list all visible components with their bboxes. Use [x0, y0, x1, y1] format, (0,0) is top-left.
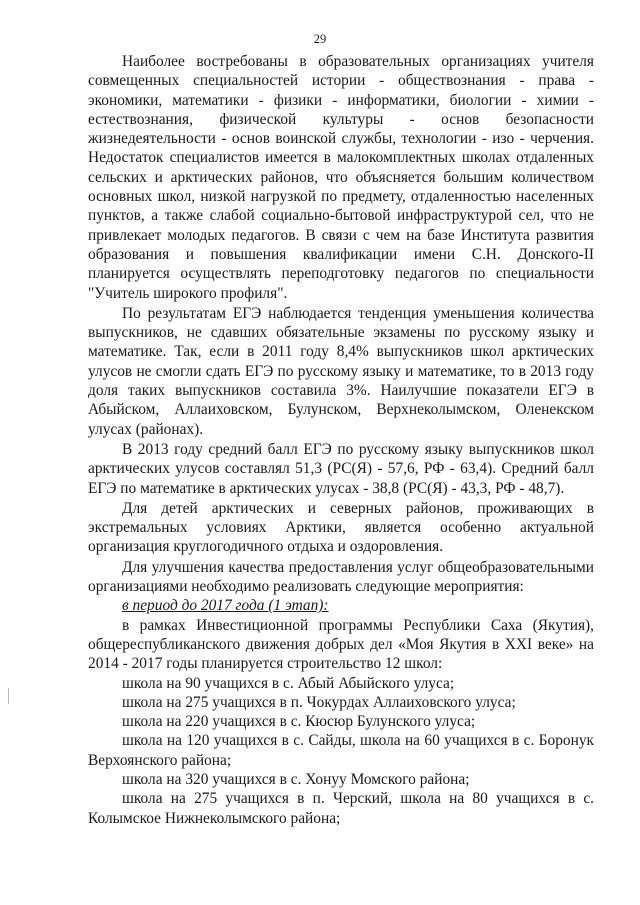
document-body — [88, 52, 594, 828]
list-item-school-chersky-kolymskoe: школа на 275 учащихся в п. Черский, школа на 80 учащихся в с. Колымское Нижнеколымского района; — [88, 790, 594, 827]
paragraph-ege-average: В 2013 году средний балл ЕГЭ по русскому языку выпускников школ арктических улусов составлял 51,3 (РС(Я) - 57,6, РФ - 63,4). Средний балл ЕГЭ по математике в арктических улусах - 38,8 (РС(Я) - 43,3, РФ - 48,7). — [88, 440, 594, 497]
paragraph-arctic-children: Для детей арктических и северных районов, проживающих в экстремальных условиях Арктики, является особенно актуальной организация круглогодичного отдыха и оздоровления. — [88, 499, 594, 556]
paragraph-teacher-shortage: Наиболее востребованы в образовательных организациях учителя совмещенных специальностей истории - обществознания - права - экономики, математики - физики - информатики, биологии - химии - естествознания, физической культуры - основ безопасности жизнедеятельности - основ воинской службы, технологии - изо - черчения. Недостаток специалистов имеется в малокомплектных школах отдаленных сельских и арктических районов, что объясняется большим количеством основных школ, низкой нагрузкой по предмету, отдаленностью населенных пунктов, а также слабой социально-бытовой инфраструктурой сел, что не привлекает молодых педагогов. В связи с чем на базе Института развития образования и повышения квалификации имени С.Н. Донского-II планируется осуществлять переподготовку педагогов по специальности "Учитель широкого профиля". — [88, 53, 594, 302]
list-item-school-abyy: школа на 90 учащихся в с. Абый Абыйского улуса; — [122, 674, 455, 692]
paragraph-investment-program: в рамках Инвестиционной программы Республики Саха (Якутия), общереспубликанского движения добрых дел «Моя Якутия в XXI веке» на 2014 - 2017 годы планируется строительство 12 школ: — [88, 616, 594, 673]
list-item-school-kyusyur: школа на 220 учащихся в с. Кюсюр Булунского улуса; — [122, 713, 476, 731]
list-item-school-khonuu: школа на 320 учащихся в с. Хонуу Момского района; — [122, 770, 470, 788]
scan-margin-mark — [8, 688, 9, 704]
page-number: 29 — [313, 32, 327, 46]
paragraph-measures-intro: Для улучшения качества предоставления услуг общеобразовательными организациями необходимо реализовать следующие мероприятия: — [88, 558, 594, 596]
section-heading-stage-1: в период до 2017 года (1 этап): — [122, 597, 329, 615]
paragraph-ege-trend: По результатам ЕГЭ наблюдается тенденция уменьшения количества выпускников, не сдавших обязательные экзамены по русскому языку и математике. Так, если в 2011 году 8,4% выпускников школ арктических улусов не смогли сдать ЕГЭ по русскому языку и математике, то в 2013 году доля таких выпускников составила 3%. Наилучшие показатели ЕГЭ в Абыйском, Аллаиховском, Булунском, Верхнеколымском, Оленекском улусах (районах). — [88, 304, 594, 438]
list-item-school-chokurdakh: школа на 275 учащихся в п. Чокурдах Аллаиховского улуса; — [122, 693, 516, 711]
list-item-school-saidy-boronuk: школа на 120 учащихся в с. Сайды, школа на 60 учащихся в с. Боронук Верхоянского района; — [88, 732, 594, 769]
